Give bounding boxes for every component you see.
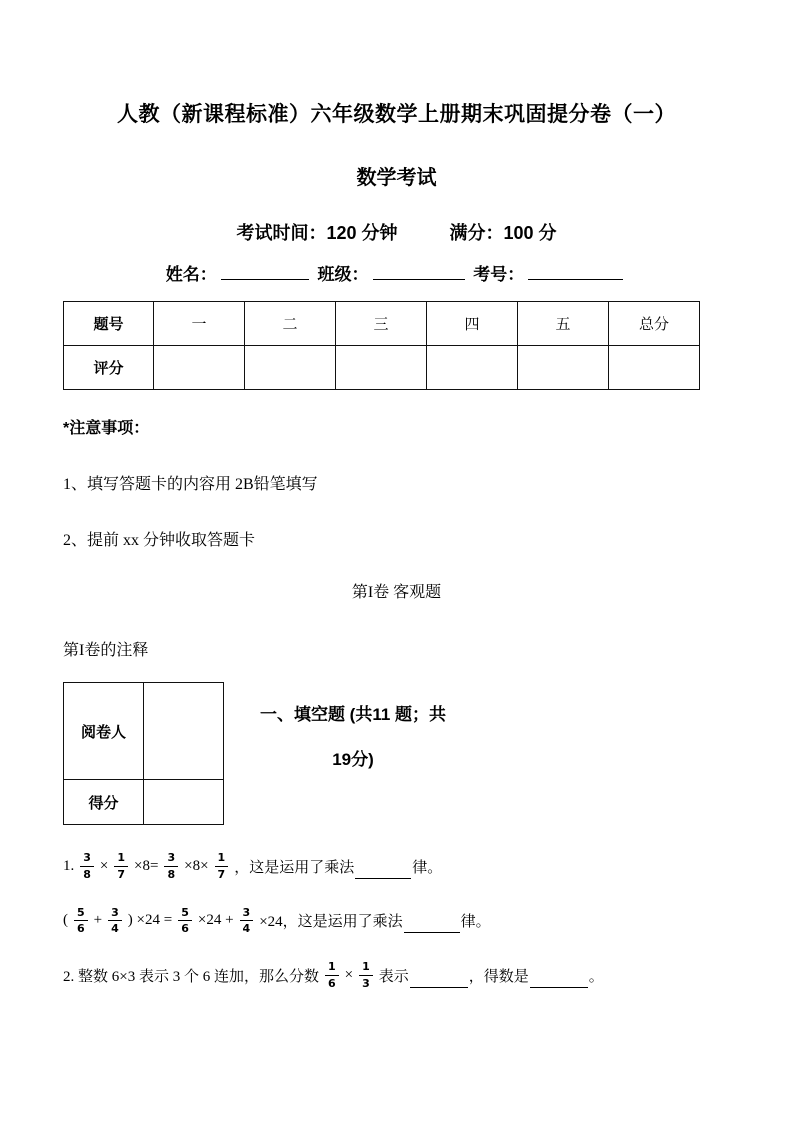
score-row-label: 评分: [64, 346, 154, 390]
notice-item-2: 2、提前 xx 分钟收取答题卡: [63, 532, 256, 549]
fraction: [164, 851, 178, 882]
fraction-denominator: 6: [327, 976, 336, 990]
fraction-numerator: 1: [114, 851, 128, 867]
fraction-denominator: 8: [167, 867, 176, 881]
fraction-numerator: 5: [74, 906, 88, 922]
fraction-numerator: 3: [108, 906, 122, 922]
page-title: 人教（新课程标准）六年级数学上册期末巩固提分卷（一）: [117, 103, 676, 126]
score-table-col-1: 一: [154, 302, 245, 346]
fill-blank: [404, 917, 460, 933]
student-info-line: [63, 260, 730, 285]
grader-score-box: [63, 682, 224, 825]
fraction: [80, 851, 94, 882]
fill-blank: [373, 261, 465, 280]
exam-info-line: [63, 219, 730, 245]
fill-blank: [410, 972, 468, 988]
fill-heading-line-2: 19分): [332, 750, 374, 769]
text-run: ×: [99, 857, 109, 874]
text-run: ×24 +: [197, 912, 234, 929]
score-label: 得分: [64, 780, 144, 825]
fraction-numerator: 3: [240, 906, 254, 922]
text-run: 律。: [460, 914, 491, 931]
score-summary-table: [63, 301, 700, 390]
table-row: [64, 346, 700, 390]
fraction: [108, 906, 122, 937]
fraction-denominator: 7: [117, 867, 126, 881]
question-2: [63, 960, 730, 991]
fill-blank: [528, 261, 623, 280]
text-run: 2. 整数 6×3 表示 3 个 6 连加，那么分数: [63, 968, 319, 985]
table-row: [64, 302, 700, 346]
text-run: ×8=: [134, 857, 159, 874]
text-run: ，得数是: [468, 968, 529, 985]
grader-section: [63, 682, 730, 825]
fraction-denominator: 4: [111, 922, 119, 936]
fraction: [240, 906, 254, 937]
grader-value-cell: [144, 683, 224, 780]
fraction: [178, 906, 192, 937]
question-1-part-2: [63, 906, 730, 937]
notice-item-1: 1、填写答题卡的内容用 2B铅笔填写: [63, 476, 318, 493]
volume-note: 第I卷的注释: [63, 642, 149, 659]
score-cell-2: [245, 346, 336, 390]
page-content: [0, 98, 793, 991]
fraction-denominator: 7: [217, 867, 226, 881]
fraction-numerator: 3: [164, 851, 178, 867]
score-table-col-2: 二: [245, 302, 336, 346]
text-run: ，这是运用了乘法: [234, 859, 355, 876]
score-table-col-4: 四: [427, 302, 518, 346]
text-run: ×: [344, 966, 354, 983]
fill-blank: [221, 261, 309, 280]
fraction: [325, 960, 339, 991]
score-table-col-5: 五: [518, 302, 609, 346]
volume-title: 第I卷 客观题: [351, 584, 442, 601]
fraction-numerator: 1: [359, 960, 373, 976]
fraction-numerator: 3: [80, 851, 94, 867]
score-cell-4: [427, 346, 518, 390]
score-cell-total: [609, 346, 700, 390]
text-run: (: [63, 912, 68, 929]
fill-in-section-heading: [234, 692, 472, 782]
score-table-col-3: 三: [336, 302, 427, 346]
table-row: [64, 683, 224, 780]
fill-blank: [530, 972, 588, 988]
fill-heading-line-1: 一、填空题 (共11 题；共: [259, 705, 447, 724]
text-run: +: [93, 912, 103, 929]
full-score-label: 满分：100 分: [449, 223, 557, 243]
exam-time-label: 考试时间：120 分钟: [236, 223, 398, 243]
fraction: [114, 851, 128, 882]
notice-title: *注意事项：: [63, 420, 150, 437]
score-cell-5: [518, 346, 609, 390]
text-run: 考号：: [468, 265, 525, 284]
fraction: [215, 851, 229, 882]
score-table-col-total: 总分: [609, 302, 700, 346]
fraction: [74, 906, 88, 937]
text-run: ×8×: [184, 857, 209, 874]
page-subtitle: 数学考试: [356, 167, 437, 189]
grader-label: 阅卷人: [64, 683, 144, 780]
fraction-numerator: 5: [178, 906, 192, 922]
notice-section: [63, 415, 730, 550]
fraction-numerator: 1: [215, 851, 229, 867]
fraction-denominator: 3: [362, 976, 370, 990]
fraction-denominator: 8: [83, 867, 91, 881]
fraction-numerator: 1: [325, 960, 339, 976]
text-run: 1.: [63, 857, 75, 874]
score-table-header-label: 题号: [64, 302, 154, 346]
text-run: 姓名：: [165, 265, 217, 284]
text-run: 律。: [412, 859, 443, 876]
score-cell-3: [336, 346, 427, 390]
table-row: [64, 780, 224, 825]
question-1: [63, 851, 730, 882]
fill-blank: [355, 863, 411, 879]
text-run: 班级：: [312, 265, 369, 284]
text-run: 表示: [378, 968, 409, 985]
text-run: ) ×24 =: [127, 912, 173, 929]
score-value-cell: [144, 780, 224, 825]
fraction-denominator: 6: [181, 922, 189, 936]
score-cell-1: [154, 346, 245, 390]
fraction-denominator: 4: [242, 922, 251, 936]
text-run: ×24，这是运用了乘法: [259, 914, 403, 931]
fraction-denominator: 6: [77, 922, 85, 936]
fraction: [359, 960, 373, 991]
text-run: 。: [588, 968, 604, 985]
